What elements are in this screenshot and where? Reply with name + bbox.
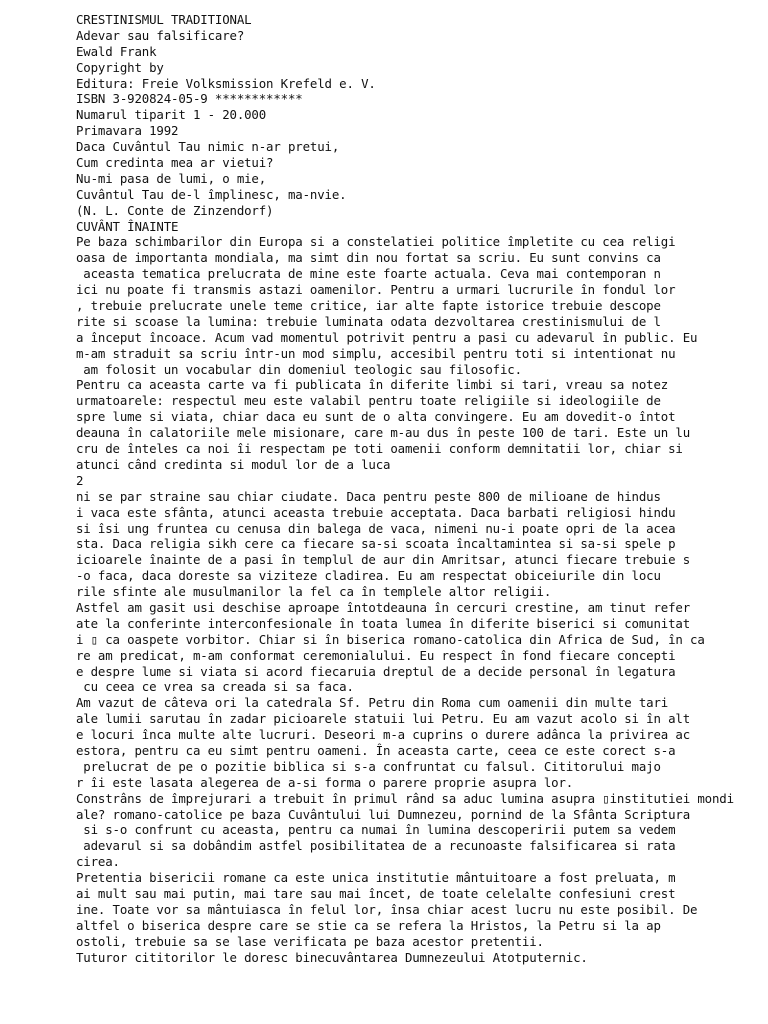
text-line: (N. L. Conte de Zinzendorf) (76, 202, 274, 218)
text-line: prelucrat de pe o pozitie biblica si s-a confruntat cu falsul. Cititorului majo (76, 758, 661, 774)
text-line: atunci când credinta si modul lor de a luca (76, 456, 391, 472)
text-line: m-am straduit sa scriu într-un mod simplu, accesibil pentru toti si intentionat nu (76, 345, 676, 361)
text-line: Cuvântul Tau de-l împlinesc, ma-nvie. (76, 186, 347, 202)
text-line: Editura: Freie Volksmission Krefeld e. V. (76, 75, 376, 91)
text-line: CUVÂNT ÎNAINTE (76, 218, 179, 234)
text-line: cru de înteles ca noi îi respectam pe toti oamenii conform demnitatii lor, chiar si (76, 441, 683, 457)
text-line: spre lume si viata, chiar daca eu sunt de o alta convingere. Eu am dovedit-o întot (76, 409, 676, 425)
text-line: si s-o confrunt cu aceasta, pentru ca numai în lumina descoperirii putem sa vedem (76, 822, 676, 838)
text-line: estora, pentru ca eu simt pentru oameni. În aceasta carte, ceea ce este corect s-a (76, 742, 676, 758)
text-line: ostoli, trebuie sa se lase verificata pe baza acestor pretentii. (76, 933, 544, 949)
text-line: 2 (76, 472, 84, 488)
text-line: ISBN 3-920824-05-9 ************ (76, 91, 303, 107)
text-line: -o faca, daca doreste sa viziteze cladirea. Eu am respectat obiceiurile din locu (76, 568, 661, 584)
text-line: e locuri înca multe alte lucruri. Deseori m-a cuprins o durere adânca la privirea ac (76, 727, 691, 743)
text-line: ale lumii sarutau în zadar picioarele statuii lui Petru. Eu am vazut acolo si în alt (76, 711, 691, 727)
text-line: Am vazut de câteva ori la catedrala Sf. Petru din Roma cum oamenii din multe tari (76, 695, 669, 711)
text-line: e despre lume si viata si acord fiecaruia dreptul de a decide personal în legatura (76, 663, 676, 679)
text-line: oasa de importanta mondiala, ma simt din nou fortat sa scriu. Eu sunt convins ca (76, 250, 661, 266)
text-line: a început încoace. Acum vad momentul potrivit pentru a pasi cu adevarul în public. Eu (76, 329, 698, 345)
text-line: rite si scoase la lumina: trebuie luminata odata dezvoltarea crestinismului de l (76, 313, 661, 329)
text-line: Numarul tiparit 1 - 20.000 (76, 107, 267, 123)
document-text (76, 12, 766, 965)
text-line: Pentru ca aceasta carte va fi publicata în diferite limbi si tari, vreau sa notez (76, 377, 669, 393)
text-line: r îi este lasata alegerea de a-si forma o parere proprie asupra lor. (76, 774, 574, 790)
text-line: Copyright by (76, 59, 164, 75)
text-line: ni se par straine sau chiar ciudate. Daca pentru peste 800 de milioane de hindus (76, 488, 661, 504)
text-line: Constrâns de împrejurari a trebuit în primul rând sa aduc lumina asupra ▯institutiei mondi (76, 790, 734, 806)
text-line: rile sfinte ale musulmanilor la fel ca în templele altor religii. (76, 584, 552, 600)
text-line: sta. Daca religia sikh cere ca fiecare sa-si scoata încaltamintea si sa-si spele p (76, 536, 676, 552)
text-line: re am predicat, m-am conformat ceremonialului. Eu respect în fond fiecare concepti (76, 647, 676, 663)
text-line: cu ceea ce vrea sa creada si sa faca. (76, 679, 354, 695)
text-line: ai mult sau mai putin, mai tare sau mai încet, de toate celelalte confesiuni crest (76, 885, 676, 901)
text-line: CRESTINISMUL TRADITIONAL (76, 12, 252, 27)
text-line: altfel o biserica despre care se stie ca se refera la Hristos, la Petru si la ap (76, 917, 661, 933)
text-line: ici nu poate fi transmis astazi oamenilor. Pentru a urmari lucrurile în fondul lor (76, 282, 676, 298)
text-line: Ewald Frank (76, 43, 157, 59)
text-line: si îsi ung fruntea cu cenusa din balega de vaca, nimeni nu-i poate opri de la acea (76, 520, 676, 536)
text-line: deauna în calatoriile mele misionare, care m-au dus în peste 100 de tari. Este un lu (76, 425, 691, 441)
text-line: am folosit un vocabular din domeniul teologic sau filosofic. (76, 361, 522, 377)
text-line: Astfel am gasit usi deschise aproape întotdeauna în cercuri crestine, am tinut refer (76, 599, 691, 615)
text-line: Adevar sau falsificare? (76, 27, 245, 43)
text-line: Nu-mi pasa de lumi, o mie, (76, 170, 267, 186)
text-line: Primavara 1992 (76, 123, 179, 139)
text-line: urmatoarele: respectul meu este valabil pentru toate religiile si ideologiile de (76, 393, 661, 409)
text-line: Pretentia bisericii romane ca este unica institutie mântuitoare a fost preluata, m (76, 870, 676, 886)
text-line: icioarele înainte de a pasi în templul de aur din Amritsar, atunci fiecare trebuie s (76, 552, 691, 568)
text-line: ale? romano-catolice pe baza Cuvântului lui Dumnezeu, pornind de la Sfânta Scriptura (76, 806, 691, 822)
text-line: ate la conferinte interconfesionale în toata lumea în diferite biserici si comunitat (76, 615, 691, 631)
text-line: Tuturor cititorilor le doresc binecuvântarea Dumnezeului Atotputernic. (76, 949, 588, 965)
text-line: Pe baza schimbarilor din Europa si a constelatiei politice împletite cu cea religi (76, 234, 676, 250)
text-line: Cum credinta mea ar vietui? (76, 155, 274, 171)
text-line: adevarul si sa dobândim astfel posibilitatea de a recunoaste falsificarea si rata (76, 838, 676, 854)
text-line: ine. Toate vor sa mântuiasca în felul lor, însa chiar acest lucru nu este posibil. De (76, 901, 698, 917)
text-line: i ▯ ca oaspete vorbitor. Chiar si în biserica romano-catolica din Africa de Sud, în ca (76, 631, 705, 647)
text-line: i vaca este sfânta, atunci aceasta trebuie acceptata. Daca barbati religiosi hindu (76, 504, 676, 520)
text-line: Daca Cuvântul Tau nimic n-ar pretui, (76, 139, 340, 155)
text-line: , trebuie prelucrate unele teme critice, iar alte fapte istorice trebuie descope (76, 298, 661, 314)
text-line: aceasta tematica prelucrata de mine este foarte actuala. Ceva mai contemporan n (76, 266, 661, 282)
text-line: cirea. (76, 854, 120, 870)
